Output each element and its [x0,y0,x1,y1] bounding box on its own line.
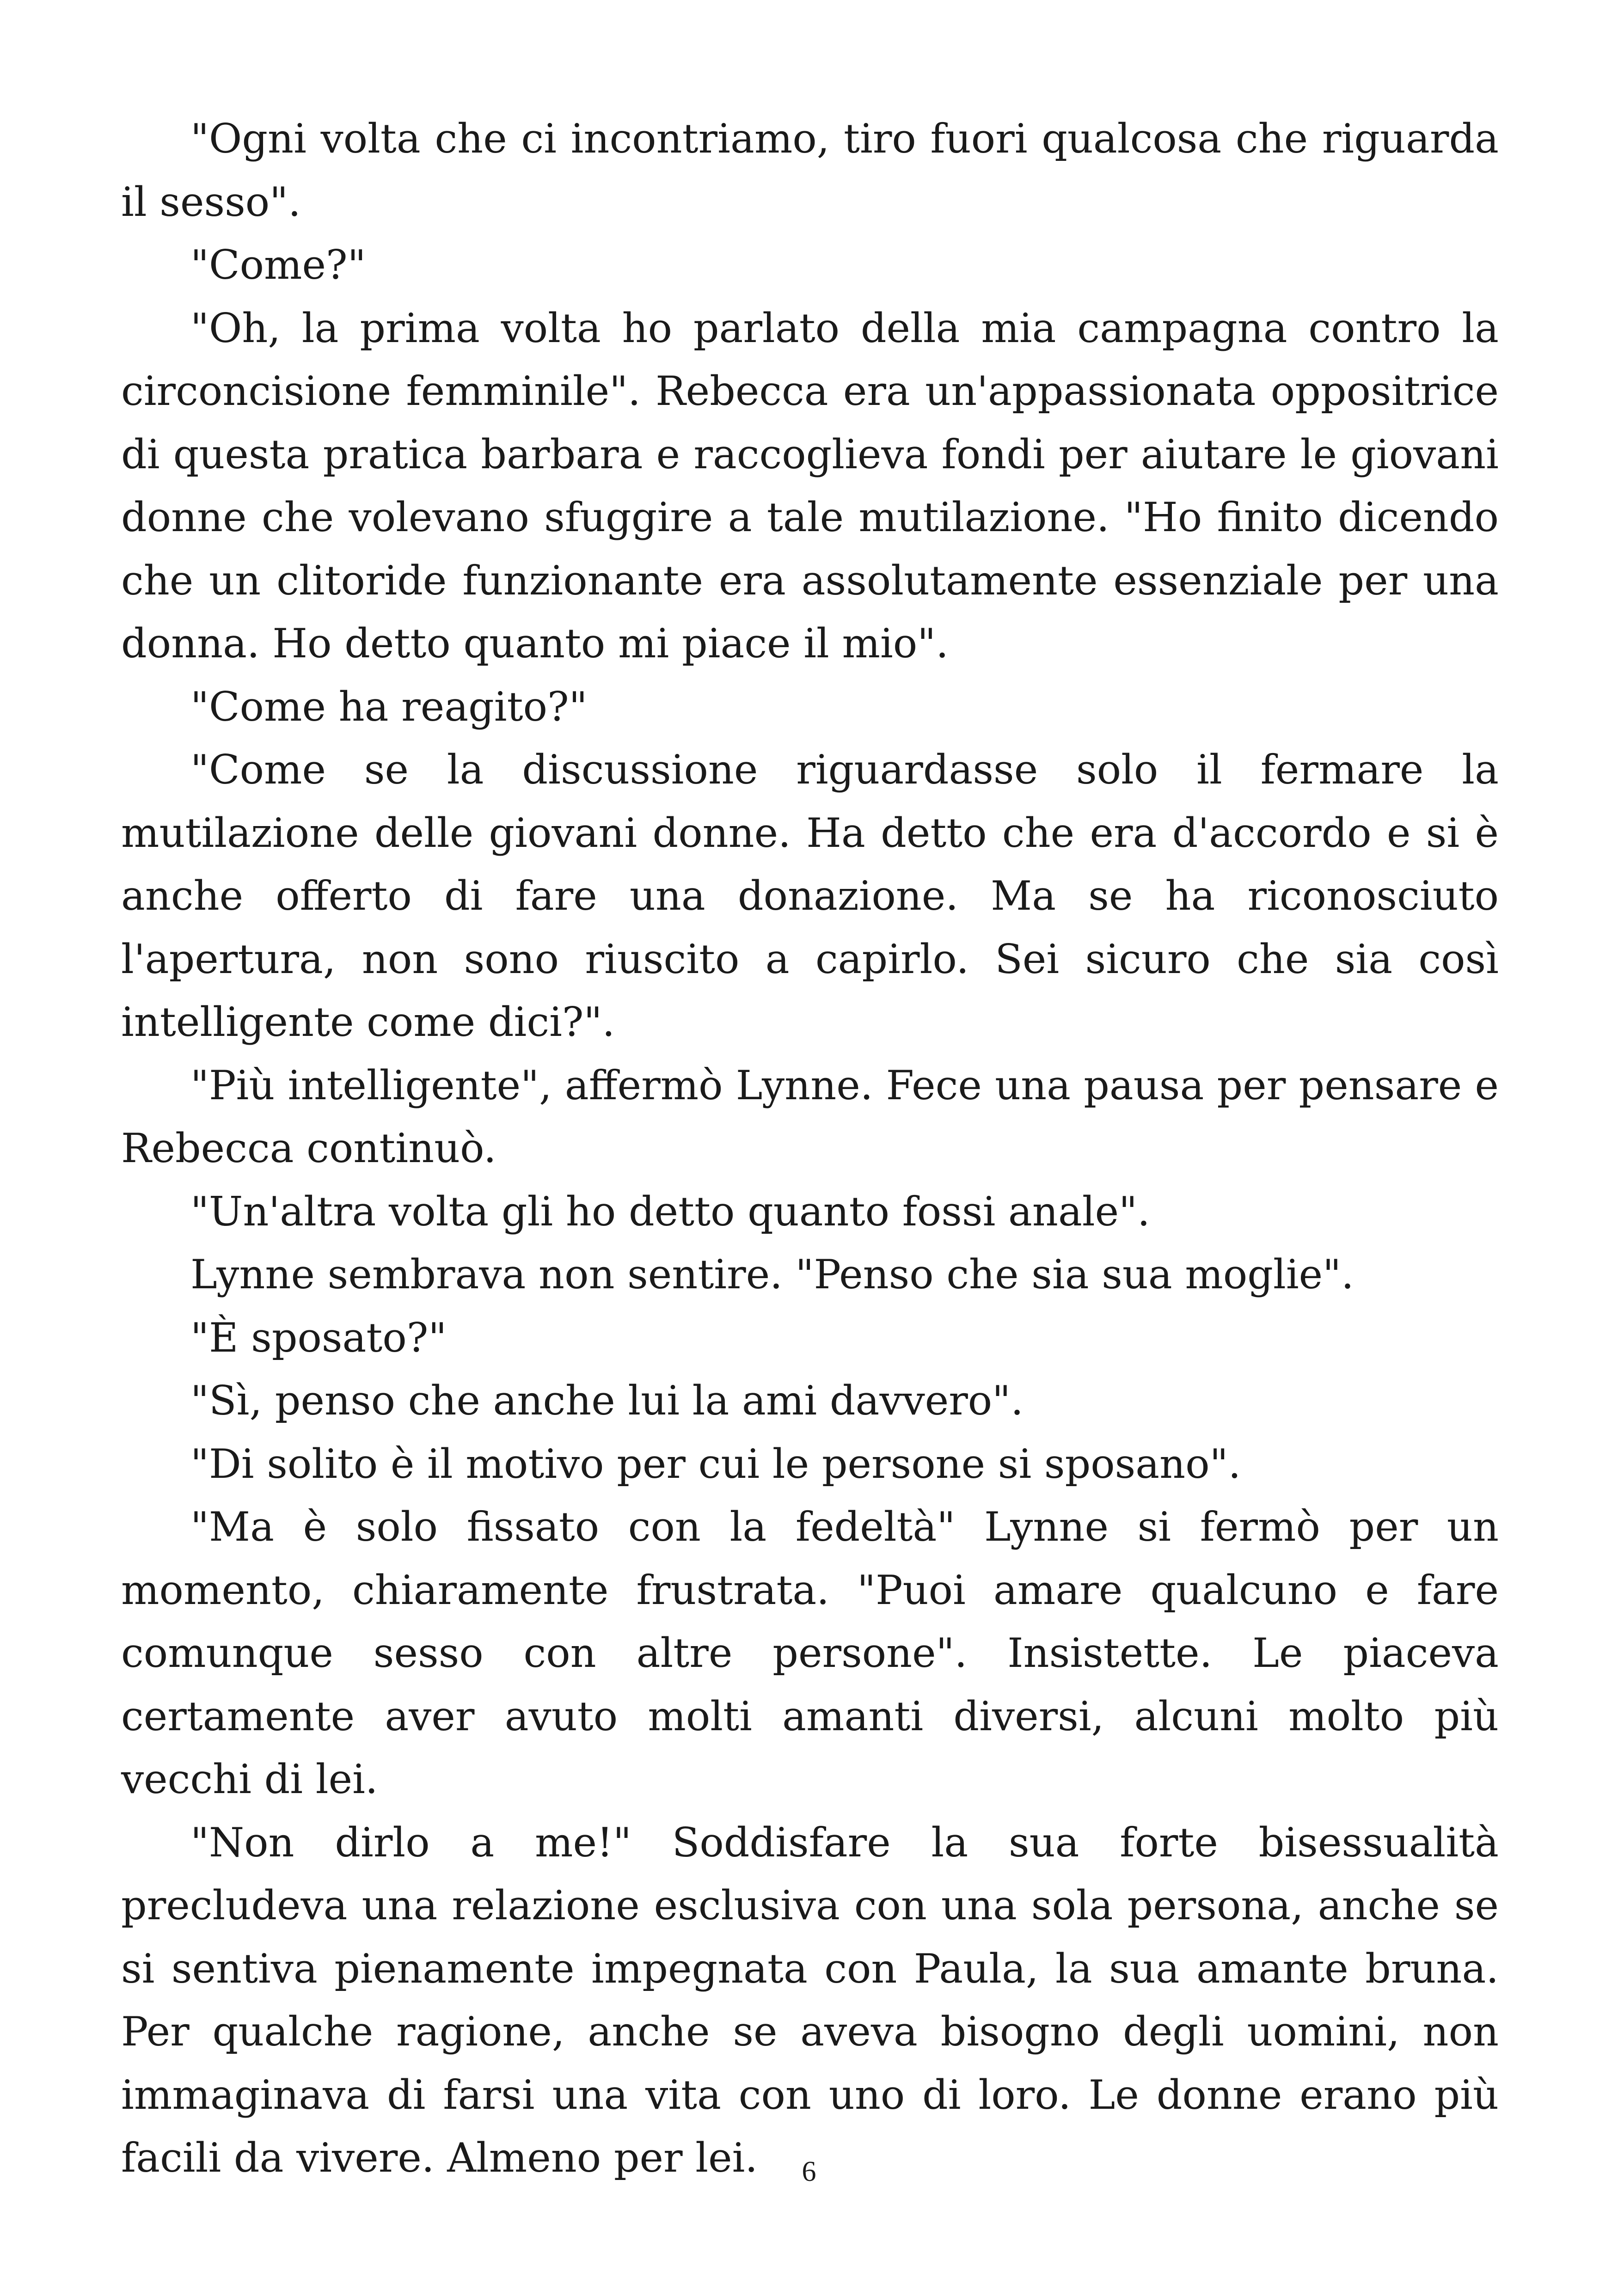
paragraph: Lynne sembrava non sentire. "Penso che sia sua moglie". [190,1251,1354,1298]
page-number: 6 [802,2156,816,2187]
paragraph: "Ogni volta che ci incontriamo, tiro fuori qualcosa che riguarda il sesso". [121,115,1499,226]
paragraph: "Più intelligente", affermò Lynne. Fece una pausa per pensare e Rebecca continuò. [121,1061,1499,1172]
paragraph: "Un'altra volta gli ho detto quanto fossi anale". [190,1188,1150,1235]
paragraph: "Oh, la prima volta ho parlato della mia campagna contro la circoncisione femminile". Rebecca era un'appassionata oppositrice di questa pratica barbara e raccoglieva fondi per aiutare le giovani donne che volevano sfuggire a tale mutilazione. "Ho finito dicendo che un clitoride funzionante era assolutamente essenziale per una donna. Ho detto quanto mi piace il mio". [121,304,1499,667]
paragraph: "Come ha reagito?" [190,683,588,730]
paragraph: "Come se la discussione riguardasse solo il fermare la mutilazione delle giovani donne. Ha detto che era d'accordo e si è anche offerto di fare una donazione. Ma se ha riconosciuto l'apertura, non sono riuscito a capirlo. Sei sicuro che sia così intelligente come dici?". [121,746,1499,1046]
paragraph: "Ma è solo fissato con la fedeltà" Lynne si fermò per un momento, chiaramente frustrata. "Puoi amare qualcuno e fare comunque sesso con altre persone". Insistette. Le piaceva certamente aver avuto molti amanti diversi, alcuni molto più vecchi di lei. [121,1503,1499,1803]
paragraph: "Come?" [190,241,366,288]
paragraph: "Sì, penso che anche lui la ami davvero". [190,1377,1024,1424]
paragraph: "È sposato?" [190,1314,447,1361]
paragraph: "Di solito è il motivo per cui le persone si sposano". [190,1440,1241,1488]
paragraph: "Non dirlo a me!" Soddisfare la sua forte bisessualità precludeva una relazione esclusiva con una sola persona, anche se si sentiva pienamente impegnata con Paula, la sua amante bruna. Per qualche ragione, anche se aveva bisogno degli uomini, non immaginava di farsi una vita con uno di loro. Le donne erano più facili da vivere. Almeno per lei. [121,1818,1499,2181]
body-text [121,107,1499,2190]
